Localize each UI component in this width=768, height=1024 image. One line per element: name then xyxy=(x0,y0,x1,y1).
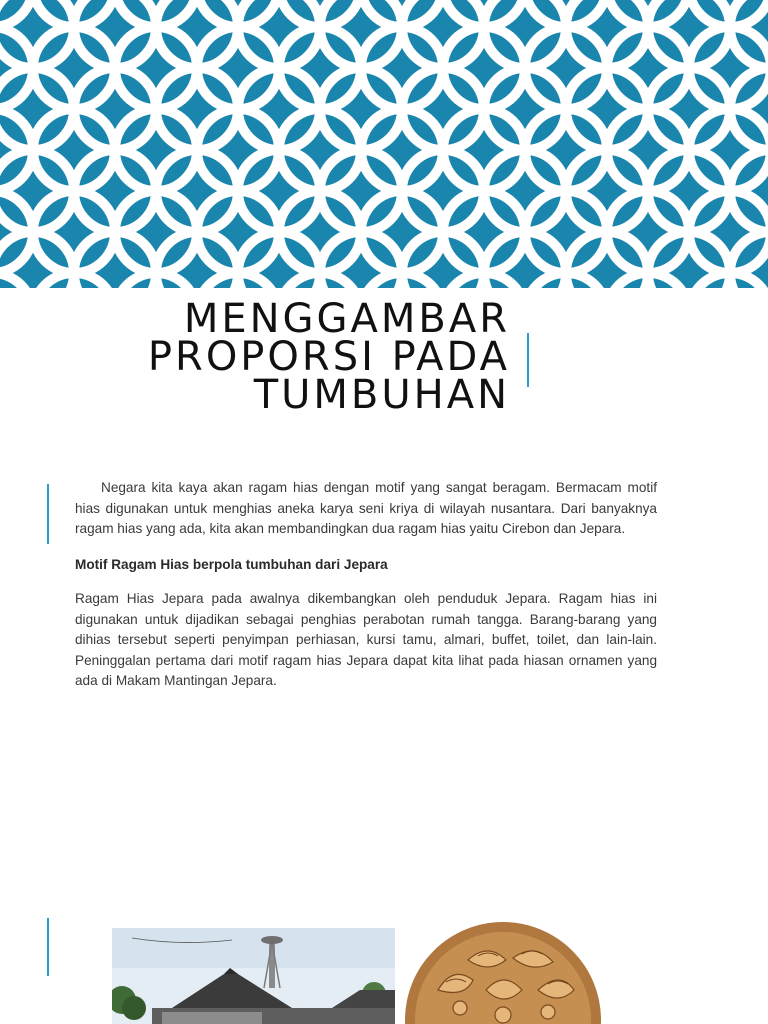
patterned-banner xyxy=(0,0,768,288)
title-line-1: MENGGAMBAR xyxy=(183,296,510,342)
circle-pattern-graphic xyxy=(0,0,768,288)
section-subheading: Motif Ragam Hias berpola tumbuhan dari Jepara xyxy=(75,556,388,572)
intro-paragraph: Negara kita kaya akan ragam hias dengan motif yang sangat beragam. Bermacam motif hias digunakan untuk menghias aneka karya seni kriya di wilayah nusantara. Dari banyaknya ragam hias yang ada, kita akan membandingkan dua ragam hias yaitu Cirebon dan Jepara. xyxy=(75,480,657,536)
slide-title xyxy=(147,296,510,418)
text-accent-line xyxy=(47,484,49,544)
wood-carving-illustration xyxy=(398,920,610,1024)
jepara-carving-photo xyxy=(398,920,610,1024)
title-accent-line xyxy=(527,333,529,387)
title-line-2: PROPORSI PADA xyxy=(147,334,510,380)
mantingan-tomb-photo xyxy=(112,928,395,1024)
image-accent-line xyxy=(47,918,49,976)
document-text-block xyxy=(75,478,657,692)
jepara-paragraph: Ragam Hias Jepara pada awalnya dikembangkan oleh penduduk Jepara. Ragam hias ini digunakan untuk dijadikan sebagai penghias perabotan rumah tangga. Barang-barang yang dihias tersebut seperti penyimpan perhiasan, kursi tamu, almari, buffet, toilet, dan lain-lain. Peninggalan pertama dari motif ragam hias Jepara dapat kita lihat pada hiasan ornamen yang ada di Makam Mantingan Jepara. xyxy=(75,591,657,688)
title-line-3: TUMBUHAN xyxy=(253,372,510,418)
tomb-building-illustration xyxy=(112,928,395,1024)
